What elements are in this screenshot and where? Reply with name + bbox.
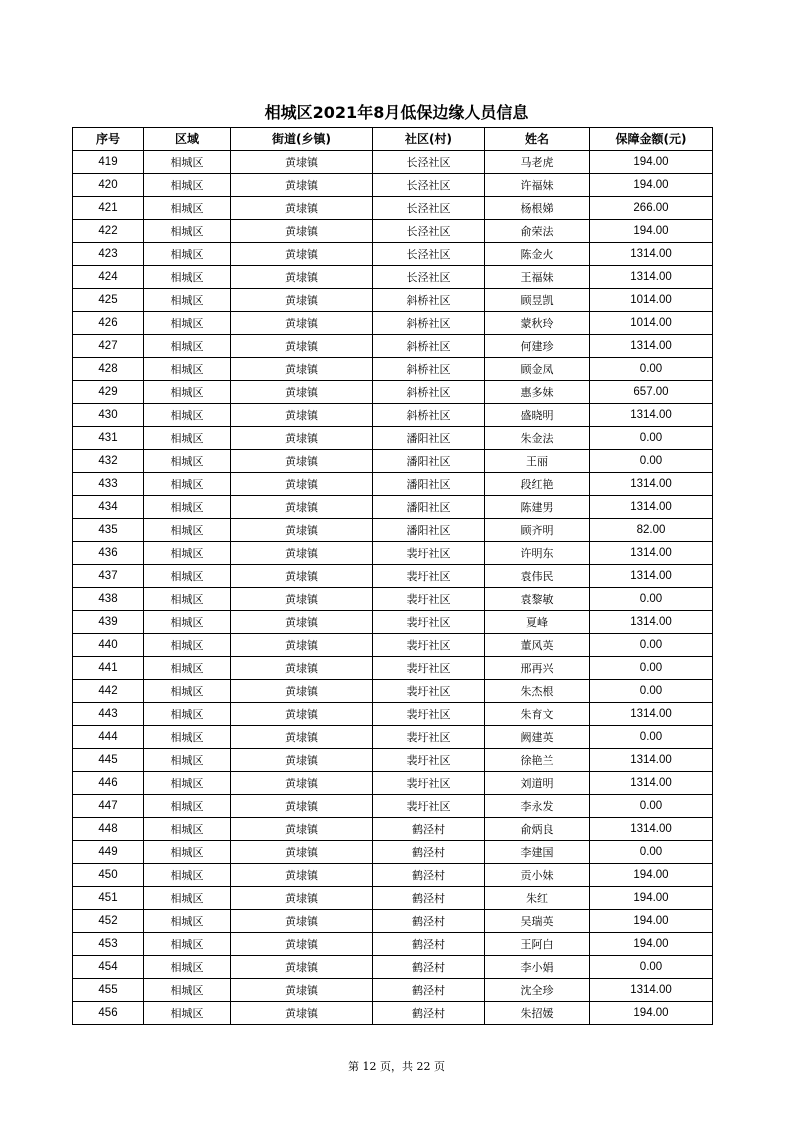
cell-name: 许福妹 <box>485 174 590 197</box>
cell-amount: 657.00 <box>590 381 713 404</box>
cell-community: 长泾社区 <box>373 197 485 220</box>
cell-district: 相城区 <box>144 519 231 542</box>
table-row <box>73 979 713 1002</box>
cell-index: 453 <box>73 933 144 956</box>
cell-community: 斜桥社区 <box>373 404 485 427</box>
cell-name: 顾昱凯 <box>485 289 590 312</box>
cell-index: 434 <box>73 496 144 519</box>
cell-amount: 0.00 <box>590 841 713 864</box>
cell-amount: 1314.00 <box>590 335 713 358</box>
cell-street: 黄埭镇 <box>231 726 373 749</box>
cell-street: 黄埭镇 <box>231 864 373 887</box>
table-body <box>73 151 713 1025</box>
cell-amount: 1314.00 <box>590 979 713 1002</box>
cell-community: 裴圩社区 <box>373 703 485 726</box>
column-header-district: 区域 <box>144 128 231 151</box>
table-row <box>73 542 713 565</box>
cell-street: 黄埭镇 <box>231 956 373 979</box>
cell-name: 袁黎敏 <box>485 588 590 611</box>
cell-amount: 0.00 <box>590 450 713 473</box>
cell-amount: 1314.00 <box>590 243 713 266</box>
header-row <box>73 128 713 151</box>
table-row <box>73 519 713 542</box>
cell-name: 俞荣法 <box>485 220 590 243</box>
cell-amount: 0.00 <box>590 634 713 657</box>
page-footer: 第 12 页，共 22 页 <box>348 1060 445 1073</box>
cell-street: 黄埭镇 <box>231 818 373 841</box>
cell-district: 相城区 <box>144 450 231 473</box>
cell-street: 黄埭镇 <box>231 220 373 243</box>
cell-district: 相城区 <box>144 910 231 933</box>
cell-district: 相城区 <box>144 703 231 726</box>
cell-community: 裴圩社区 <box>373 772 485 795</box>
cell-community: 斜桥社区 <box>373 381 485 404</box>
cell-amount: 1014.00 <box>590 289 713 312</box>
table-row <box>73 243 713 266</box>
table-row <box>73 956 713 979</box>
cell-district: 相城区 <box>144 473 231 496</box>
cell-name: 何建珍 <box>485 335 590 358</box>
cell-index: 428 <box>73 358 144 381</box>
cell-district: 相城区 <box>144 588 231 611</box>
cell-street: 黄埭镇 <box>231 358 373 381</box>
cell-index: 454 <box>73 956 144 979</box>
cell-district: 相城区 <box>144 542 231 565</box>
cell-name: 吴瑞英 <box>485 910 590 933</box>
cell-name: 刘道明 <box>485 772 590 795</box>
cell-index: 451 <box>73 887 144 910</box>
cell-community: 潘阳社区 <box>373 496 485 519</box>
cell-name: 顾金凤 <box>485 358 590 381</box>
cell-index: 426 <box>73 312 144 335</box>
cell-community: 长泾社区 <box>373 243 485 266</box>
table-row <box>73 151 713 174</box>
table-row <box>73 933 713 956</box>
cell-name: 王阿白 <box>485 933 590 956</box>
cell-index: 422 <box>73 220 144 243</box>
cell-street: 黄埭镇 <box>231 680 373 703</box>
cell-name: 朱招媛 <box>485 1002 590 1025</box>
table-row <box>73 864 713 887</box>
table-row <box>73 657 713 680</box>
cell-street: 黄埭镇 <box>231 703 373 726</box>
cell-index: 425 <box>73 289 144 312</box>
cell-name: 马老虎 <box>485 151 590 174</box>
cell-index: 432 <box>73 450 144 473</box>
cell-index: 435 <box>73 519 144 542</box>
cell-name: 段红艳 <box>485 473 590 496</box>
cell-community: 潘阳社区 <box>373 427 485 450</box>
cell-index: 446 <box>73 772 144 795</box>
cell-street: 黄埭镇 <box>231 243 373 266</box>
cell-name: 杨根娣 <box>485 197 590 220</box>
table-row <box>73 588 713 611</box>
cell-community: 裴圩社区 <box>373 542 485 565</box>
cell-amount: 194.00 <box>590 151 713 174</box>
cell-street: 黄埭镇 <box>231 910 373 933</box>
cell-community: 鹤泾村 <box>373 979 485 1002</box>
cell-amount: 0.00 <box>590 680 713 703</box>
cell-index: 440 <box>73 634 144 657</box>
cell-index: 438 <box>73 588 144 611</box>
table-row <box>73 680 713 703</box>
cell-index: 445 <box>73 749 144 772</box>
cell-street: 黄埭镇 <box>231 312 373 335</box>
cell-amount: 194.00 <box>590 910 713 933</box>
cell-amount: 0.00 <box>590 795 713 818</box>
cell-district: 相城区 <box>144 749 231 772</box>
cell-district: 相城区 <box>144 611 231 634</box>
cell-name: 朱育文 <box>485 703 590 726</box>
cell-community: 鹤泾村 <box>373 887 485 910</box>
cell-index: 447 <box>73 795 144 818</box>
cell-amount: 1314.00 <box>590 611 713 634</box>
cell-street: 黄埭镇 <box>231 841 373 864</box>
cell-name: 王丽 <box>485 450 590 473</box>
table-row <box>73 381 713 404</box>
cell-name: 贡小妹 <box>485 864 590 887</box>
page-title: 相城区2021年8月低保边缘人员信息 <box>264 103 529 122</box>
cell-district: 相城区 <box>144 818 231 841</box>
cell-street: 黄埭镇 <box>231 588 373 611</box>
cell-name: 朱红 <box>485 887 590 910</box>
cell-district: 相城区 <box>144 772 231 795</box>
cell-index: 437 <box>73 565 144 588</box>
cell-name: 朱杰根 <box>485 680 590 703</box>
cell-district: 相城区 <box>144 864 231 887</box>
cell-district: 相城区 <box>144 887 231 910</box>
cell-amount: 266.00 <box>590 197 713 220</box>
cell-amount: 1014.00 <box>590 312 713 335</box>
cell-community: 裴圩社区 <box>373 680 485 703</box>
cell-name: 俞炳良 <box>485 818 590 841</box>
cell-community: 潘阳社区 <box>373 519 485 542</box>
cell-name: 夏峰 <box>485 611 590 634</box>
table-row <box>73 174 713 197</box>
cell-name: 陈金火 <box>485 243 590 266</box>
cell-index: 455 <box>73 979 144 1002</box>
cell-name: 李小娟 <box>485 956 590 979</box>
cell-name: 袁伟民 <box>485 565 590 588</box>
cell-street: 黄埭镇 <box>231 657 373 680</box>
cell-amount: 194.00 <box>590 220 713 243</box>
cell-street: 黄埭镇 <box>231 772 373 795</box>
cell-district: 相城区 <box>144 726 231 749</box>
cell-amount: 1314.00 <box>590 496 713 519</box>
cell-amount: 0.00 <box>590 588 713 611</box>
cell-index: 427 <box>73 335 144 358</box>
cell-district: 相城区 <box>144 496 231 519</box>
cell-community: 裴圩社区 <box>373 749 485 772</box>
cell-district: 相城区 <box>144 634 231 657</box>
cell-district: 相城区 <box>144 956 231 979</box>
table-row <box>73 818 713 841</box>
cell-district: 相城区 <box>144 427 231 450</box>
cell-amount: 82.00 <box>590 519 713 542</box>
table-row <box>73 772 713 795</box>
column-header-community: 社区(村) <box>373 128 485 151</box>
cell-district: 相城区 <box>144 841 231 864</box>
cell-community: 斜桥社区 <box>373 335 485 358</box>
cell-community: 裴圩社区 <box>373 634 485 657</box>
cell-district: 相城区 <box>144 335 231 358</box>
cell-index: 441 <box>73 657 144 680</box>
cell-community: 裴圩社区 <box>373 795 485 818</box>
cell-community: 鹤泾村 <box>373 841 485 864</box>
cell-district: 相城区 <box>144 381 231 404</box>
table-row <box>73 795 713 818</box>
cell-street: 黄埭镇 <box>231 381 373 404</box>
table-row <box>73 427 713 450</box>
table-row <box>73 910 713 933</box>
table-row <box>73 611 713 634</box>
cell-community: 斜桥社区 <box>373 289 485 312</box>
cell-index: 450 <box>73 864 144 887</box>
cell-district: 相城区 <box>144 174 231 197</box>
cell-index: 430 <box>73 404 144 427</box>
cell-community: 鹤泾村 <box>373 1002 485 1025</box>
table-row <box>73 496 713 519</box>
cell-index: 452 <box>73 910 144 933</box>
cell-amount: 0.00 <box>590 657 713 680</box>
cell-community: 鹤泾村 <box>373 864 485 887</box>
cell-district: 相城区 <box>144 979 231 1002</box>
cell-name: 陈建男 <box>485 496 590 519</box>
table-row <box>73 703 713 726</box>
cell-amount: 1314.00 <box>590 473 713 496</box>
cell-community: 鹤泾村 <box>373 818 485 841</box>
table-row <box>73 289 713 312</box>
cell-name: 邢再兴 <box>485 657 590 680</box>
table-row <box>73 312 713 335</box>
cell-index: 449 <box>73 841 144 864</box>
cell-name: 徐艳兰 <box>485 749 590 772</box>
cell-community: 鹤泾村 <box>373 956 485 979</box>
cell-name: 蒙秋玲 <box>485 312 590 335</box>
cell-amount: 1314.00 <box>590 266 713 289</box>
cell-district: 相城区 <box>144 404 231 427</box>
table-row <box>73 887 713 910</box>
cell-street: 黄埭镇 <box>231 887 373 910</box>
cell-district: 相城区 <box>144 795 231 818</box>
table-row <box>73 197 713 220</box>
data-table <box>72 127 713 1025</box>
cell-community: 长泾社区 <box>373 174 485 197</box>
cell-index: 424 <box>73 266 144 289</box>
cell-street: 黄埭镇 <box>231 634 373 657</box>
column-header-index: 序号 <box>73 128 144 151</box>
cell-name: 李建国 <box>485 841 590 864</box>
cell-index: 456 <box>73 1002 144 1025</box>
cell-name: 顾齐明 <box>485 519 590 542</box>
cell-amount: 0.00 <box>590 427 713 450</box>
cell-street: 黄埭镇 <box>231 404 373 427</box>
cell-name: 许明东 <box>485 542 590 565</box>
table-row <box>73 841 713 864</box>
cell-index: 420 <box>73 174 144 197</box>
cell-community: 潘阳社区 <box>373 473 485 496</box>
cell-district: 相城区 <box>144 312 231 335</box>
cell-amount: 1314.00 <box>590 565 713 588</box>
table-row <box>73 404 713 427</box>
cell-street: 黄埭镇 <box>231 749 373 772</box>
cell-street: 黄埭镇 <box>231 542 373 565</box>
cell-index: 439 <box>73 611 144 634</box>
column-header-amount: 保障金额(元) <box>590 128 713 151</box>
cell-community: 裴圩社区 <box>373 726 485 749</box>
cell-street: 黄埭镇 <box>231 174 373 197</box>
cell-community: 鹤泾村 <box>373 910 485 933</box>
cell-street: 黄埭镇 <box>231 1002 373 1025</box>
cell-amount: 194.00 <box>590 933 713 956</box>
cell-name: 沈全珍 <box>485 979 590 1002</box>
cell-amount: 1314.00 <box>590 749 713 772</box>
cell-community: 长泾社区 <box>373 151 485 174</box>
table-row <box>73 358 713 381</box>
cell-community: 潘阳社区 <box>373 450 485 473</box>
cell-community: 鹤泾村 <box>373 933 485 956</box>
cell-amount: 194.00 <box>590 1002 713 1025</box>
cell-street: 黄埭镇 <box>231 335 373 358</box>
cell-street: 黄埭镇 <box>231 795 373 818</box>
cell-name: 盛晓明 <box>485 404 590 427</box>
cell-index: 436 <box>73 542 144 565</box>
cell-amount: 1314.00 <box>590 772 713 795</box>
cell-amount: 194.00 <box>590 887 713 910</box>
cell-district: 相城区 <box>144 266 231 289</box>
cell-district: 相城区 <box>144 680 231 703</box>
cell-amount: 194.00 <box>590 174 713 197</box>
cell-name: 王福妹 <box>485 266 590 289</box>
column-header-street: 街道(乡镇) <box>231 128 373 151</box>
cell-index: 448 <box>73 818 144 841</box>
cell-district: 相城区 <box>144 220 231 243</box>
cell-street: 黄埭镇 <box>231 289 373 312</box>
cell-community: 裴圩社区 <box>373 588 485 611</box>
cell-index: 419 <box>73 151 144 174</box>
cell-index: 429 <box>73 381 144 404</box>
cell-district: 相城区 <box>144 358 231 381</box>
column-header-name: 姓名 <box>485 128 590 151</box>
table-row <box>73 565 713 588</box>
cell-district: 相城区 <box>144 289 231 312</box>
cell-community: 斜桥社区 <box>373 358 485 381</box>
cell-name: 朱金法 <box>485 427 590 450</box>
cell-community: 裴圩社区 <box>373 611 485 634</box>
cell-street: 黄埭镇 <box>231 611 373 634</box>
table-row <box>73 726 713 749</box>
cell-amount: 0.00 <box>590 358 713 381</box>
table-row <box>73 450 713 473</box>
cell-street: 黄埭镇 <box>231 450 373 473</box>
cell-amount: 0.00 <box>590 956 713 979</box>
table-row <box>73 1002 713 1025</box>
cell-index: 433 <box>73 473 144 496</box>
cell-community: 斜桥社区 <box>373 312 485 335</box>
cell-amount: 1314.00 <box>590 404 713 427</box>
cell-street: 黄埭镇 <box>231 565 373 588</box>
cell-name: 惠多妹 <box>485 381 590 404</box>
table-row <box>73 749 713 772</box>
cell-index: 421 <box>73 197 144 220</box>
cell-street: 黄埭镇 <box>231 496 373 519</box>
cell-community: 裴圩社区 <box>373 657 485 680</box>
cell-name: 董风英 <box>485 634 590 657</box>
cell-community: 裴圩社区 <box>373 565 485 588</box>
cell-index: 442 <box>73 680 144 703</box>
cell-index: 444 <box>73 726 144 749</box>
cell-district: 相城区 <box>144 1002 231 1025</box>
cell-district: 相城区 <box>144 151 231 174</box>
table-row <box>73 634 713 657</box>
cell-street: 黄埭镇 <box>231 519 373 542</box>
cell-district: 相城区 <box>144 933 231 956</box>
cell-index: 431 <box>73 427 144 450</box>
cell-amount: 1314.00 <box>590 818 713 841</box>
cell-amount: 1314.00 <box>590 703 713 726</box>
cell-index: 423 <box>73 243 144 266</box>
cell-name: 李永发 <box>485 795 590 818</box>
cell-community: 长泾社区 <box>373 266 485 289</box>
cell-amount: 194.00 <box>590 864 713 887</box>
cell-district: 相城区 <box>144 243 231 266</box>
cell-amount: 1314.00 <box>590 542 713 565</box>
cell-name: 阙建英 <box>485 726 590 749</box>
table-row <box>73 266 713 289</box>
cell-street: 黄埭镇 <box>231 427 373 450</box>
cell-district: 相城区 <box>144 565 231 588</box>
cell-street: 黄埭镇 <box>231 979 373 1002</box>
cell-street: 黄埭镇 <box>231 266 373 289</box>
cell-index: 443 <box>73 703 144 726</box>
table-row <box>73 473 713 496</box>
cell-street: 黄埭镇 <box>231 151 373 174</box>
cell-street: 黄埭镇 <box>231 473 373 496</box>
cell-community: 长泾社区 <box>373 220 485 243</box>
cell-district: 相城区 <box>144 657 231 680</box>
table-row <box>73 335 713 358</box>
table-row <box>73 220 713 243</box>
cell-amount: 0.00 <box>590 726 713 749</box>
cell-district: 相城区 <box>144 197 231 220</box>
cell-street: 黄埭镇 <box>231 933 373 956</box>
cell-street: 黄埭镇 <box>231 197 373 220</box>
